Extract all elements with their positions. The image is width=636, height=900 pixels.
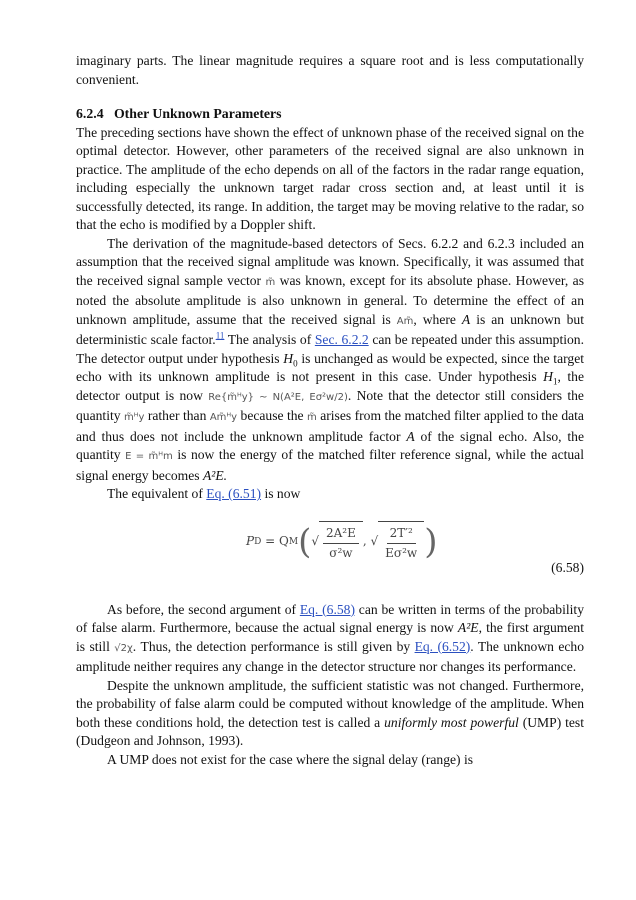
sqrt-arg-1: √ $\frac{\text{2A²E}}{\text{σ²w}}$ [311, 521, 363, 562]
document-page [76, 52, 584, 769]
sec-6-2-2-link[interactable]: Sec. 6.2.2 [314, 332, 369, 347]
eq-6-51-link[interactable]: Eq. (6.51) [206, 486, 262, 501]
math-mh-y: m̃ᴴy [124, 412, 145, 423]
math-m-tilde: m̃ [265, 276, 276, 288]
math-re-distribution: Re{m̃ᴴy} ~ N(A²E, Eσ²w/2) [208, 391, 348, 403]
math-am-tilde: Am̃ [396, 315, 414, 327]
paragraph-5: Despite the unknown amplitude, the sufficient statistic was not changed. Furthermore, the probability of false alarm could be computed without knowledge of the amplitude. When both these conditions hold, the detection test is called a uniformly most powerful (UMP) test (Dudgeon and Johnson, 1993). [76, 677, 584, 748]
left-paren: ( [298, 521, 312, 562]
right-paren: ) [424, 521, 438, 562]
paragraph-1: The preceding sections have shown the effect of unknown phase of the received signal on the optimal detector. However, other parameters of the received signal are also unknown in practice. The amplitude of the echo depends on all of the factors in the radar range equation, including especially the unknown target radar cross section and, at least until it is successfully detected, its range. In addition, the target may be moving relative to the radar, so that the echo is modified by a Doppler shift. [76, 124, 584, 232]
intro-paragraph: imaginary parts. The linear magnitude requires a square root and is less computationally convenient. [76, 53, 584, 87]
equation-body: P D = Q M ( √ $\frac{\text{2A²E}}{\text{σ²w}}$ , √ $\frac{\text{2T′²}}{\text{Eσ²w}}$ ) [246, 521, 438, 562]
paragraph-6: A UMP does not exist for the case where the signal delay (range) is [107, 751, 474, 767]
eq-6-58-link[interactable]: Eq. (6.58) [299, 601, 355, 617]
math-amh-y: Am̃ᴴy [209, 412, 238, 423]
footnote-11-link[interactable]: 11 [215, 330, 225, 341]
section-heading [76, 105, 584, 124]
math-m-tilde-2: m̃ [307, 412, 317, 423]
paragraph-3: The equivalent of Eq. (6.51) is now [107, 486, 301, 501]
equation-number: (6.58) [551, 559, 584, 575]
sqrt-arg-2: √ $\frac{\text{2T′²}}{\text{Eσ²w}}$ [371, 521, 425, 562]
eq-6-52-link[interactable]: Eq. (6.52) [414, 638, 471, 654]
paragraph-2: The derivation of the magnitude-based detectors of Secs. 6.2.2 and 6.2.3 included an assumption that the received signal amplitude was known. Specifically, it was assumed that the received signal sample vector m̃ was known, except for its absolute phase. However, as noted the absolute amplitude is also unknown in general. To determine the effect of an unknown amplitude, assume that the received signal is Am̃, where A is an unknown but deterministic scale factor.$^{11}$ The analysis of Sec. 6.2.2 can be repeated under this assumption. The detector output under hypothesis $H_0$ is unchanged as would be expected, since the target echo with its unknown amplitude is not present in this case. Under hypothesis $H_1$, the detector output is now Re{m̃ᴴy} ~ N(A²E, Eσ²w/2). Note that the detector still considers the quantity m̃ᴴy rather than Am̃ᴴy because the m̃ arises from the matched filter applied to the data and thus does not include the unknown amplitude factor A of the signal echo. Also, the quantity E = m̃ᴴm is now the energy of the matched filter reference signal, while the actual signal energy becomes A²E. [76, 235, 585, 483]
section-title: Other Unknown Parameters [113, 106, 282, 121]
equation-6-58 [76, 513, 584, 583]
paragraph-4: As before, the second argument of Eq. (6.58) can be written in terms of the probability of false alarm. Furthermore, because the actual signal energy is now A²E, the first argument is still √2χ. Thus, the detection performance is still given by Eq. (6.52). The unknown echo amplitude neither requires any change in the detector structure nor changes its performance. [76, 601, 584, 674]
section-number: 6.2.4 [76, 106, 104, 121]
math-energy: E = m̃ᴴm [125, 451, 173, 462]
math-sqrt-2chi: √2χ [114, 642, 133, 654]
